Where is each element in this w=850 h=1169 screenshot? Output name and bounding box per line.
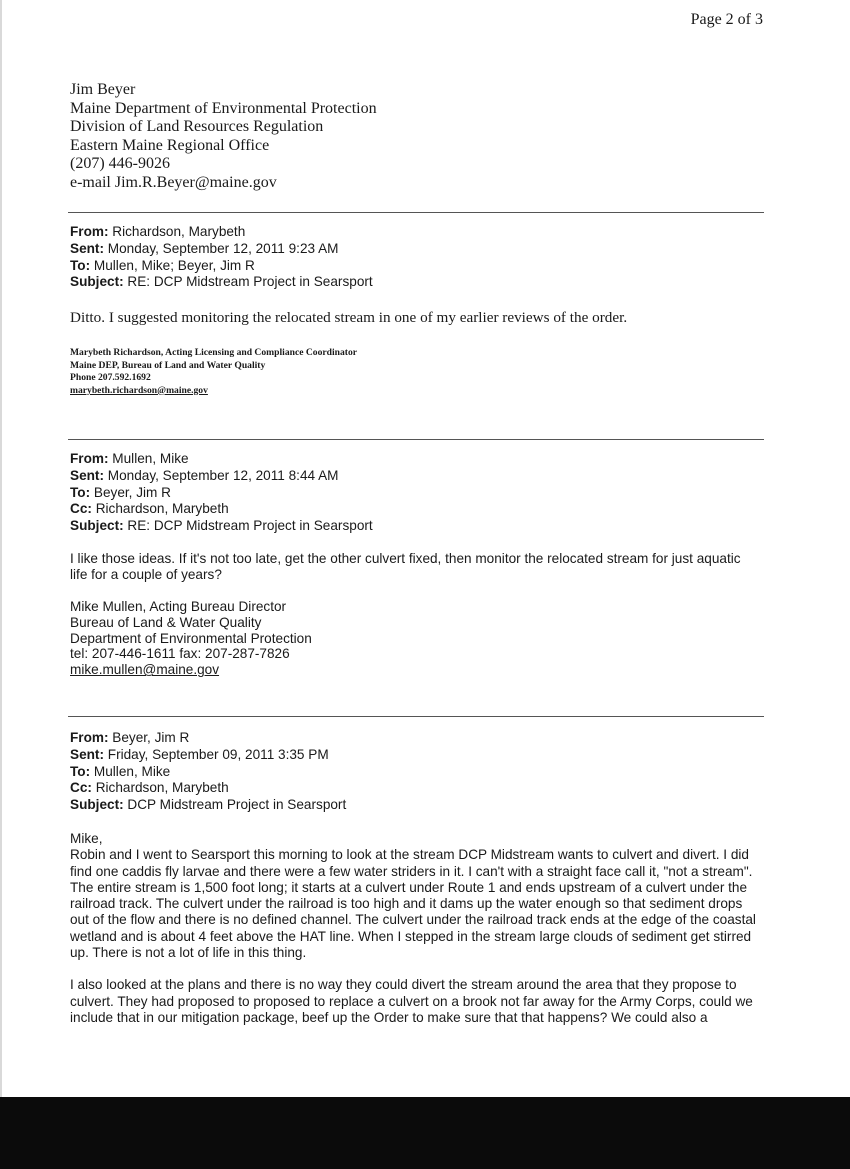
- email1-to: To: Mullen, Mike; Beyer, Jim R: [70, 257, 255, 273]
- email3-to: To: Mullen, Mike: [70, 763, 171, 779]
- scan-left-edge: [0, 0, 2, 1097]
- email3-header: [70, 730, 346, 814]
- email2-to: To: Beyer, Jim R: [70, 484, 171, 500]
- separator-rule: [68, 212, 764, 213]
- sig-line: tel: 207-446-1611 fax: 207-287-7826: [70, 646, 290, 662]
- separator-rule: [68, 716, 764, 717]
- email3-cc: Cc: Richardson, Marybeth: [70, 780, 229, 796]
- scan-bottom-edge: [0, 1097, 850, 1169]
- email1-header: [70, 224, 373, 291]
- email2-from: From: Mullen, Mike: [70, 451, 189, 466]
- email3-from: From: Beyer, Jim R: [70, 730, 190, 745]
- page-number: Page 2 of 3: [690, 11, 763, 28]
- sig-line: Jim Beyer: [70, 81, 136, 98]
- sig-line: Division of Land Resources Regulation: [70, 118, 324, 136]
- sig-line: Marybeth Richardson, Acting Licensing and Compliance Coordinator: [70, 347, 358, 358]
- email2-body: I like those ideas. If it's not too late, get the other culvert fixed, then monitor the relocated stream for just aquatic life for a couple of years?: [70, 551, 741, 583]
- sig-line: Bureau of Land & Water Quality: [70, 614, 262, 630]
- sig-line: Mike Mullen, Acting Bureau Director: [70, 599, 287, 614]
- separator-rule: [68, 439, 764, 440]
- email1-sent: Sent: Monday, September 12, 2011 9:23 AM: [70, 240, 339, 256]
- email1-signature: [70, 347, 357, 397]
- email2-header: [70, 451, 373, 535]
- email3-subject: Subject: DCP Midstream Project in Searsport: [70, 797, 347, 813]
- sig-line: Department of Environmental Protection: [70, 630, 312, 646]
- email1-subject: Subject: RE: DCP Midstream Project in Searsport: [70, 274, 373, 290]
- email3-salutation: Mike,: [70, 831, 103, 846]
- email2-subject: Subject: RE: DCP Midstream Project in Searsport: [70, 518, 373, 534]
- signature-top: [70, 81, 377, 193]
- email2-signature: [70, 599, 312, 678]
- email3-paragraph-2: I also looked at the plans and there is no way they could divert the stream around the area that they propose to culvert. They had proposed to proposed to replace a culvert on a brook not far away for the Army Corps, could we include that in our mitigation package, beef up the Order to make sure that that happens? We could also a: [70, 977, 753, 1025]
- sig-line: (207) 446-9026: [70, 155, 170, 173]
- email3-body: [70, 831, 764, 1026]
- sig-line: Eastern Maine Regional Office: [70, 136, 270, 154]
- email3-paragraph-1: Robin and I went to Searsport this morning to look at the stream DCP Midstream wants to culvert and divert. I did find one caddis fly larvae and there were a few water striders in it. I can't with a straight face call it, "not a stream". The entire stream is 1,500 foot long; it starts at a culvert under Route 1 and ends upstream of a culvert under the railroad track. The culvert under the railroad is too high and it dams up the water enough so that sediment drops out of the flow and there is no defined channel. The culvert under the railroad track ends at the edge of the coastal wetland and is about 4 feet above the HAT line. When I stepped in the stream large clouds of sediment get stirred up. There is not a lot of life in this thing.: [70, 847, 756, 961]
- sig-line: Maine DEP, Bureau of Land and Water Quality: [70, 359, 266, 371]
- sig-email-link[interactable]: mike.mullen@maine.gov: [70, 662, 220, 678]
- email1-body: Ditto. I suggested monitoring the relocated stream in one of my earlier reviews of the order.: [70, 309, 628, 326]
- sig-line: Phone 207.592.1692: [70, 372, 151, 384]
- email3-sent: Sent: Friday, September 09, 2011 3:35 PM: [70, 746, 329, 762]
- sig-line: e-mail Jim.R.Beyer@maine.gov: [70, 173, 277, 191]
- sig-line: Maine Department of Environmental Protection: [70, 99, 377, 117]
- email2-cc: Cc: Richardson, Marybeth: [70, 501, 229, 517]
- email2-sent: Sent: Monday, September 12, 2011 8:44 AM: [70, 467, 339, 483]
- sig-email-link[interactable]: marybeth.richardson@maine.gov: [70, 384, 208, 396]
- email1-from: From: Richardson, Marybeth: [70, 224, 246, 239]
